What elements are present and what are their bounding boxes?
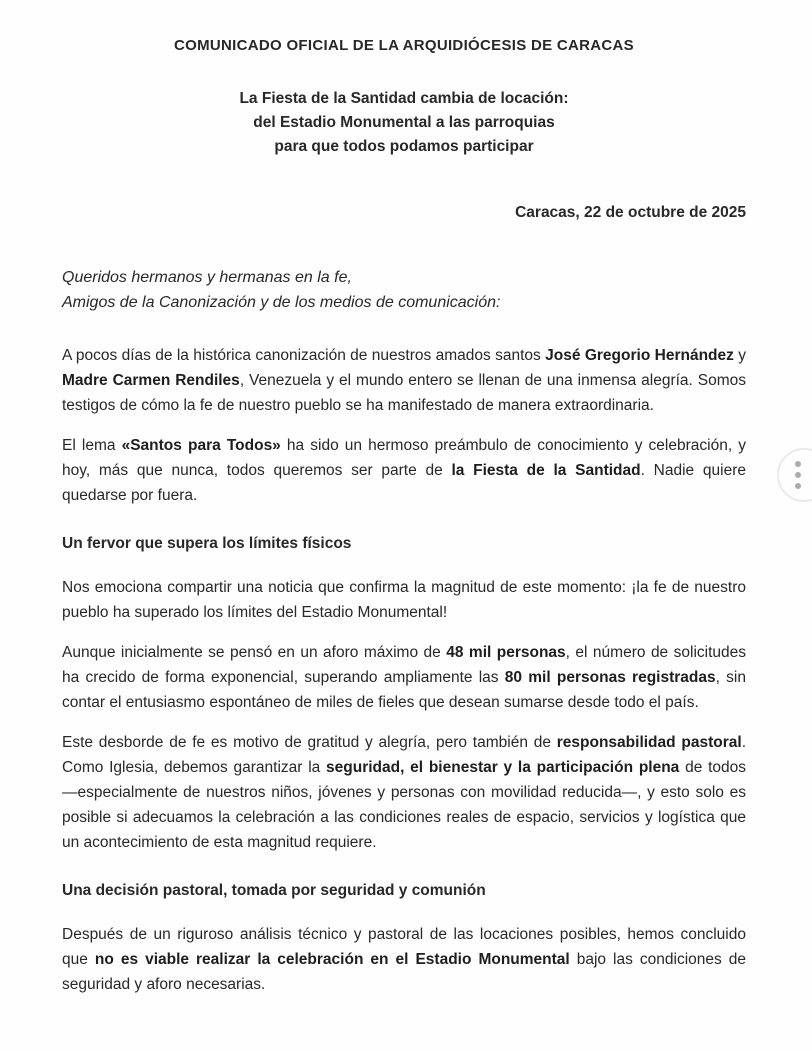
document-title: COMUNICADO OFICIAL DE LA ARQUIDIÓCESIS DE CARACAS [174,37,634,54]
paragraph: Aunque inicialmente se pensó en un aforo máximo de 48 mil personas, el número de solicitudes ha crecido de forma exponencial, superando ampliamente las 80 mil personas registradas, sin contar el entusiasmo espontáneo de miles de fieles que desean sumarse desde todo el país. [62,644,746,711]
subtitle-line-1: La Fiesta de la Santidad cambia de locación: [239,90,569,107]
three-dots-vertical-icon [795,461,801,489]
salutation-line-2: Amigos de la Canonización y de los medios de comunicación: [62,294,501,311]
section-heading: Un fervor que supera los límites físicos [62,535,352,552]
paragraph: El lema «Santos para Todos» ha sido un hermoso preámbulo de conocimiento y celebración, y hoy, más que nunca, todos queremos ser parte de la Fiesta de la Santidad. Nadie quiere quedarse por fuera. [62,437,747,504]
salutation [62,265,746,315]
paragraph: A pocos días de la histórica canonización de nuestros amados santos José Gregorio Hernández y Madre Carmen Rendiles, Venezuela y el mundo entero se llenan de una inmensa alegría. Somos testigos de cómo la fe de nuestro pueblo se ha manifestado de manera extraordinaria. [62,347,747,414]
subtitle-line-3: para que todos podamos participar [274,138,534,155]
subtitle-line-2: del Estadio Monumental a las parroquias [253,114,555,131]
document-body [62,343,746,997]
paragraph: Este desborde de fe es motivo de gratitud y alegría, pero también de responsabilidad pastoral. Como Iglesia, debemos garantizar la seguridad, el bienestar y la participación plena de todos —especialmente de nuestros niños, jóvenes y personas con movilidad reducida—, y esto solo es posible si adecuamos la celebración a las condiciones reales de espacio, servicios y logística que un acontecimiento de esta magnitud requiere. [62,734,746,851]
document-subtitle [62,87,746,159]
section-heading: Una decisión pastoral, tomada por seguridad y comunión [62,882,486,899]
salutation-line-1: Queridos hermanos y hermanas en la fe, [62,269,352,286]
paragraph: Nos emociona compartir una noticia que confirma la magnitud de este momento: ¡la fe de nuestro pueblo ha superado los límites del Estadio Monumental! [62,579,746,621]
paragraph: Después de un riguroso análisis técnico y pastoral de las locaciones posibles, hemos concluido que no es viable realizar la celebración en el Estadio Monumental bajo las condiciones de seguridad y aforo necesarias. [62,926,746,993]
dateline: Caracas, 22 de octubre de 2025 [515,204,746,221]
